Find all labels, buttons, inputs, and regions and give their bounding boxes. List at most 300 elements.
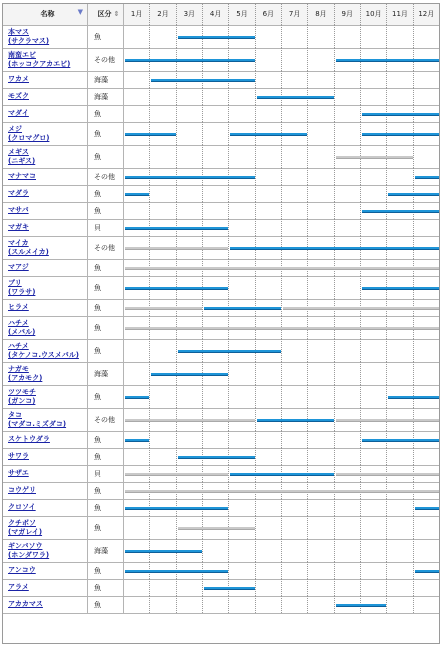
fish-name-link[interactable]: マアジ bbox=[8, 263, 29, 271]
month-cell bbox=[150, 516, 176, 539]
table-row bbox=[2, 48, 440, 72]
category-cell: 魚 bbox=[88, 316, 124, 339]
fish-name-link[interactable]: サザエ bbox=[8, 469, 29, 477]
month-cell bbox=[229, 562, 255, 579]
season-bar bbox=[415, 570, 439, 573]
month-cell bbox=[282, 448, 308, 465]
fish-alias-link[interactable]: (メバル) bbox=[8, 327, 36, 336]
month-cell bbox=[361, 25, 387, 48]
category-cell: 魚 bbox=[88, 562, 124, 579]
table-row bbox=[2, 316, 440, 340]
fish-alias-link[interactable]: (クロマグロ) bbox=[8, 133, 50, 142]
month-cell bbox=[361, 539, 387, 562]
table-row bbox=[2, 499, 440, 517]
fish-alias-link[interactable]: (タケノコ.ウスメバル) bbox=[8, 350, 79, 359]
month-cell bbox=[203, 105, 229, 122]
category-cell: 魚 bbox=[88, 259, 124, 276]
month-cell bbox=[177, 105, 203, 122]
season-bar bbox=[125, 287, 228, 290]
month-cell bbox=[150, 105, 176, 122]
month-cell bbox=[282, 539, 308, 562]
fish-alias-link[interactable]: (アカモク) bbox=[8, 373, 43, 382]
month-cell bbox=[256, 385, 282, 408]
header-month: 10月 bbox=[361, 3, 387, 25]
season-bar bbox=[151, 373, 228, 376]
month-cell bbox=[177, 579, 203, 596]
month-cell bbox=[282, 596, 308, 613]
name-cell bbox=[2, 145, 88, 168]
month-cell bbox=[414, 339, 440, 362]
fish-name-link[interactable]: ナガモ bbox=[8, 364, 29, 373]
month-cell bbox=[308, 48, 334, 71]
month-cell bbox=[308, 185, 334, 202]
fish-name-link[interactable]: マイカ bbox=[8, 238, 29, 247]
month-cell bbox=[308, 579, 334, 596]
season-bar bbox=[125, 507, 228, 510]
header-month: 7月 bbox=[282, 3, 308, 25]
table-row bbox=[2, 516, 440, 540]
offseason-bar bbox=[178, 527, 255, 530]
category-cell: 魚 bbox=[88, 482, 124, 499]
category-cell: 海藻 bbox=[88, 71, 124, 88]
table-row bbox=[2, 339, 440, 363]
category-cell: 魚 bbox=[88, 516, 124, 539]
month-cell bbox=[229, 202, 255, 219]
month-cell bbox=[335, 362, 361, 385]
month-cell bbox=[308, 219, 334, 236]
offseason-bar bbox=[336, 156, 413, 159]
name-cell bbox=[2, 88, 88, 105]
season-bar bbox=[362, 439, 439, 442]
month-cell bbox=[387, 219, 413, 236]
table-row bbox=[2, 539, 440, 563]
month-cell bbox=[361, 579, 387, 596]
month-cell bbox=[361, 448, 387, 465]
name-cell bbox=[2, 362, 88, 385]
fish-name-link[interactable]: モズク bbox=[8, 92, 29, 100]
month-cell bbox=[308, 105, 334, 122]
month-cell bbox=[308, 596, 334, 613]
month-cell bbox=[229, 219, 255, 236]
season-bar bbox=[336, 604, 387, 607]
table-row bbox=[2, 168, 440, 186]
month-cell bbox=[177, 385, 203, 408]
fish-name-link[interactable]: コウゲリ bbox=[8, 486, 36, 494]
header-month: 8月 bbox=[308, 3, 334, 25]
fish-name-link[interactable]: マダラ bbox=[8, 189, 29, 197]
month-cell bbox=[203, 122, 229, 145]
header-month: 11月 bbox=[387, 3, 413, 25]
month-cell bbox=[124, 579, 150, 596]
header-month: 9月 bbox=[335, 3, 361, 25]
month-cell bbox=[256, 71, 282, 88]
season-bar bbox=[125, 227, 228, 230]
month-cell bbox=[308, 168, 334, 185]
offseason-bar bbox=[336, 473, 439, 476]
offseason-bar bbox=[125, 247, 228, 250]
table-row bbox=[2, 185, 440, 203]
header-name[interactable] bbox=[2, 3, 88, 25]
month-cell bbox=[387, 579, 413, 596]
month-cell bbox=[308, 25, 334, 48]
month-cell bbox=[308, 362, 334, 385]
season-bar bbox=[362, 133, 439, 136]
month-cell bbox=[414, 88, 440, 105]
name-cell bbox=[2, 25, 88, 48]
month-cell bbox=[387, 71, 413, 88]
month-cell bbox=[282, 499, 308, 516]
category-cell: その他 bbox=[88, 236, 124, 259]
month-cell bbox=[124, 105, 150, 122]
month-cell bbox=[150, 185, 176, 202]
month-cell bbox=[308, 122, 334, 145]
month-cell bbox=[124, 448, 150, 465]
month-cell bbox=[414, 219, 440, 236]
season-bar bbox=[125, 193, 149, 196]
month-cell bbox=[387, 168, 413, 185]
sort-desc-icon[interactable]: ▼ bbox=[77, 8, 83, 16]
month-cell bbox=[203, 202, 229, 219]
month-cell bbox=[335, 499, 361, 516]
month-cell bbox=[177, 88, 203, 105]
fish-alias-link[interactable]: (スルメイカ) bbox=[8, 247, 49, 256]
month-cell bbox=[335, 431, 361, 448]
category-cell: 魚 bbox=[88, 596, 124, 613]
month-cell bbox=[361, 185, 387, 202]
month-cell bbox=[150, 25, 176, 48]
fish-name-link[interactable]: タコ bbox=[8, 410, 22, 419]
table-row bbox=[2, 219, 440, 237]
season-bar bbox=[151, 79, 254, 82]
month-cell bbox=[150, 431, 176, 448]
fish-name-link[interactable]: 南蛮エビ bbox=[8, 50, 36, 59]
month-cell bbox=[256, 562, 282, 579]
month-cell bbox=[308, 499, 334, 516]
fish-name-link[interactable]: マナマコ bbox=[8, 172, 36, 180]
table-row bbox=[2, 145, 440, 169]
month-cell bbox=[414, 71, 440, 88]
month-cell bbox=[229, 431, 255, 448]
name-cell bbox=[2, 316, 88, 339]
month-cell bbox=[387, 562, 413, 579]
month-cell bbox=[335, 122, 361, 145]
name-cell bbox=[2, 408, 88, 431]
month-cell bbox=[256, 185, 282, 202]
month-cell bbox=[203, 431, 229, 448]
month-cell bbox=[414, 579, 440, 596]
month-cell bbox=[361, 562, 387, 579]
month-cell bbox=[361, 362, 387, 385]
month-cell bbox=[229, 499, 255, 516]
fish-name-link[interactable]: クチボソ bbox=[8, 518, 36, 527]
month-cell bbox=[177, 202, 203, 219]
month-cell bbox=[387, 499, 413, 516]
season-bar bbox=[125, 59, 255, 62]
season-bar bbox=[125, 439, 149, 442]
category-cell: 海藻 bbox=[88, 539, 124, 562]
name-cell bbox=[2, 219, 88, 236]
month-cell bbox=[335, 25, 361, 48]
name-cell bbox=[2, 499, 88, 516]
fish-name-link[interactable]: ツツモチ bbox=[8, 387, 36, 396]
name-cell bbox=[2, 539, 88, 562]
month-cell bbox=[282, 219, 308, 236]
table-row bbox=[2, 25, 440, 49]
month-cell bbox=[177, 596, 203, 613]
month-cell bbox=[414, 145, 440, 168]
month-cell bbox=[203, 185, 229, 202]
month-cell bbox=[124, 516, 150, 539]
fish-alias-link[interactable]: (マダコ.ミズダコ) bbox=[8, 419, 67, 428]
month-cell bbox=[124, 145, 150, 168]
month-cell bbox=[414, 539, 440, 562]
month-cell bbox=[282, 562, 308, 579]
month-cell bbox=[282, 385, 308, 408]
fish-alias-link[interactable]: (サクラマス) bbox=[8, 36, 50, 45]
category-cell: 魚 bbox=[88, 579, 124, 596]
category-cell: 魚 bbox=[88, 122, 124, 145]
fish-name-link[interactable]: アンコウ bbox=[8, 566, 36, 574]
month-cell bbox=[335, 105, 361, 122]
season-bar bbox=[125, 133, 176, 136]
fish-name-link[interactable]: マサバ bbox=[8, 206, 29, 214]
season-bar bbox=[178, 36, 255, 39]
fish-name-link[interactable]: ハチメ bbox=[8, 341, 29, 350]
month-cell bbox=[308, 516, 334, 539]
season-bar bbox=[178, 350, 281, 353]
name-cell bbox=[2, 259, 88, 276]
category-cell: 魚 bbox=[88, 145, 124, 168]
category-cell: その他 bbox=[88, 408, 124, 431]
month-cell bbox=[414, 448, 440, 465]
season-bar bbox=[257, 419, 334, 422]
month-cell bbox=[229, 145, 255, 168]
month-cell bbox=[256, 48, 282, 71]
fish-name-link[interactable]: ギンバソウ bbox=[8, 541, 43, 550]
name-cell bbox=[2, 168, 88, 185]
header-month: 2月 bbox=[150, 3, 176, 25]
month-cell bbox=[229, 88, 255, 105]
season-bar bbox=[178, 456, 255, 459]
month-cell bbox=[282, 362, 308, 385]
table-row bbox=[2, 448, 440, 466]
fish-name-link[interactable]: ブリ bbox=[8, 278, 22, 287]
category-cell: 魚 bbox=[88, 431, 124, 448]
name-cell bbox=[2, 431, 88, 448]
season-bar bbox=[125, 176, 255, 179]
name-cell bbox=[2, 236, 88, 259]
fish-name-link[interactable]: ハチメ bbox=[8, 318, 29, 327]
name-cell bbox=[2, 465, 88, 482]
table-row bbox=[2, 202, 440, 220]
month-cell bbox=[256, 276, 282, 299]
month-cell bbox=[124, 596, 150, 613]
offseason-bar bbox=[125, 490, 439, 493]
month-cell bbox=[361, 339, 387, 362]
month-cell bbox=[282, 185, 308, 202]
table-header bbox=[2, 3, 440, 26]
category-cell: 魚 bbox=[88, 25, 124, 48]
month-cell bbox=[256, 202, 282, 219]
season-bar bbox=[336, 59, 439, 62]
month-cell bbox=[256, 539, 282, 562]
category-cell: その他 bbox=[88, 48, 124, 71]
month-cell bbox=[335, 88, 361, 105]
name-cell bbox=[2, 339, 88, 362]
month-cell bbox=[150, 385, 176, 408]
offseason-bar bbox=[125, 419, 255, 422]
table-row bbox=[2, 579, 440, 597]
month-cell bbox=[361, 499, 387, 516]
month-cell bbox=[335, 539, 361, 562]
season-bar bbox=[415, 507, 439, 510]
month-cell bbox=[203, 596, 229, 613]
month-cell bbox=[308, 71, 334, 88]
fish-alias-link[interactable]: (ワラサ) bbox=[8, 287, 36, 296]
category-cell: 魚 bbox=[88, 299, 124, 316]
name-cell bbox=[2, 579, 88, 596]
table-row bbox=[2, 259, 440, 277]
fish-name-link[interactable]: マガキ bbox=[8, 223, 29, 231]
offseason-bar bbox=[336, 419, 439, 422]
header-category[interactable] bbox=[88, 3, 124, 25]
month-cell bbox=[335, 385, 361, 408]
name-cell bbox=[2, 448, 88, 465]
fish-alias-link[interactable]: (ニギス) bbox=[8, 156, 36, 165]
month-cell bbox=[387, 596, 413, 613]
season-bar bbox=[388, 396, 439, 399]
month-cell bbox=[177, 185, 203, 202]
season-bar bbox=[125, 396, 149, 399]
name-cell bbox=[2, 71, 88, 88]
table-row bbox=[2, 122, 440, 146]
offseason-bar bbox=[283, 307, 439, 310]
month-cell bbox=[308, 539, 334, 562]
month-cell bbox=[282, 168, 308, 185]
month-cell bbox=[256, 168, 282, 185]
month-cell bbox=[282, 202, 308, 219]
name-cell bbox=[2, 299, 88, 316]
table-row bbox=[2, 71, 440, 89]
table-row bbox=[2, 276, 440, 300]
month-cell bbox=[414, 516, 440, 539]
fish-name-link[interactable]: ワカメ bbox=[8, 75, 29, 83]
month-cell bbox=[335, 219, 361, 236]
fish-name-link[interactable]: 本マス bbox=[8, 27, 29, 36]
month-cell bbox=[335, 202, 361, 219]
month-cell bbox=[282, 145, 308, 168]
category-cell: 貝 bbox=[88, 465, 124, 482]
fish-name-link[interactable]: メジ bbox=[8, 124, 22, 133]
month-cell bbox=[361, 168, 387, 185]
fish-name-link[interactable]: アカカマス bbox=[8, 600, 43, 608]
name-cell bbox=[2, 482, 88, 499]
month-cell bbox=[124, 362, 150, 385]
season-bar bbox=[362, 287, 439, 290]
fish-alias-link[interactable]: (ホッコクアカエビ) bbox=[8, 59, 71, 68]
month-cell bbox=[308, 448, 334, 465]
month-cell bbox=[335, 185, 361, 202]
month-cell bbox=[203, 385, 229, 408]
season-bar bbox=[362, 113, 439, 116]
month-cell bbox=[414, 596, 440, 613]
season-bar bbox=[257, 96, 334, 99]
fish-name-link[interactable]: クロソイ bbox=[8, 503, 36, 511]
offseason-bar bbox=[125, 327, 439, 330]
fish-name-link[interactable]: スケトウダラ bbox=[8, 435, 50, 443]
season-bar bbox=[388, 193, 439, 196]
fish-alias-link[interactable]: (マガレイ) bbox=[8, 527, 43, 536]
month-cell bbox=[414, 25, 440, 48]
month-cell bbox=[150, 579, 176, 596]
month-cell bbox=[282, 579, 308, 596]
season-bar bbox=[230, 247, 439, 250]
name-cell bbox=[2, 122, 88, 145]
month-cell bbox=[282, 276, 308, 299]
header-name-label: 名称 bbox=[40, 10, 55, 18]
month-cell bbox=[335, 516, 361, 539]
month-cell bbox=[282, 516, 308, 539]
month-cell bbox=[387, 516, 413, 539]
month-cell bbox=[308, 431, 334, 448]
category-cell: 魚 bbox=[88, 202, 124, 219]
name-cell bbox=[2, 48, 88, 71]
month-cell bbox=[256, 145, 282, 168]
fish-name-link[interactable]: メギス bbox=[8, 147, 29, 156]
month-cell bbox=[335, 448, 361, 465]
month-cell bbox=[177, 145, 203, 168]
month-cell bbox=[124, 25, 150, 48]
fish-name-link[interactable]: ヒラメ bbox=[8, 303, 29, 311]
table-row bbox=[2, 482, 440, 500]
month-cell bbox=[256, 219, 282, 236]
month-cell bbox=[308, 562, 334, 579]
month-cell bbox=[256, 105, 282, 122]
fish-name-link[interactable]: マダイ bbox=[8, 109, 29, 117]
header-month: 4月 bbox=[203, 3, 229, 25]
month-cell bbox=[229, 596, 255, 613]
header-month: 3月 bbox=[177, 3, 203, 25]
month-cell bbox=[229, 385, 255, 408]
season-bar bbox=[230, 473, 333, 476]
month-cell bbox=[124, 202, 150, 219]
season-bar bbox=[125, 550, 202, 553]
category-cell: 海藻 bbox=[88, 362, 124, 385]
header-month: 5月 bbox=[229, 3, 255, 25]
category-cell: 魚 bbox=[88, 448, 124, 465]
table-row bbox=[2, 105, 440, 123]
sort-toggle-icon[interactable]: ⇕ bbox=[113, 10, 120, 18]
season-bar bbox=[415, 176, 439, 179]
month-cell bbox=[387, 88, 413, 105]
month-cell bbox=[256, 25, 282, 48]
month-cell bbox=[282, 48, 308, 71]
month-cell bbox=[387, 25, 413, 48]
category-cell: 魚 bbox=[88, 385, 124, 408]
month-cell bbox=[256, 499, 282, 516]
month-cell bbox=[282, 71, 308, 88]
fish-name-link[interactable]: サワラ bbox=[8, 452, 29, 460]
category-cell: 海藻 bbox=[88, 88, 124, 105]
fish-name-link[interactable]: アラメ bbox=[8, 583, 29, 591]
fish-alias-link[interactable]: (ガンコ) bbox=[8, 396, 36, 405]
header-category-label: 区分 bbox=[97, 10, 112, 18]
month-cell bbox=[203, 539, 229, 562]
month-cell bbox=[282, 105, 308, 122]
month-cell bbox=[361, 219, 387, 236]
fish-alias-link[interactable]: (ホンダワラ) bbox=[8, 550, 50, 559]
season-bar bbox=[204, 307, 281, 310]
